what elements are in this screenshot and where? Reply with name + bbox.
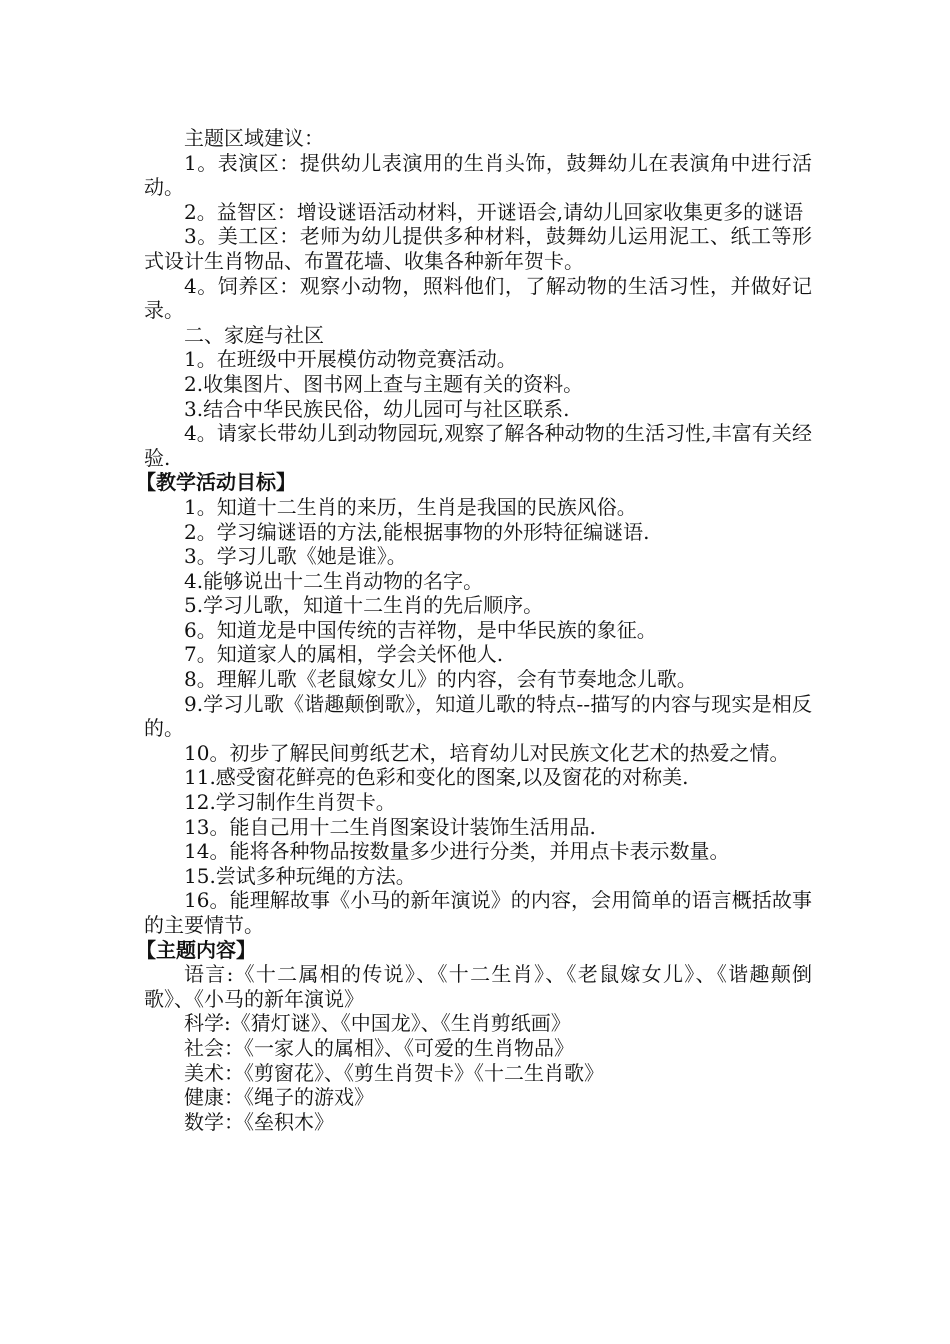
area-suggestion-item: 1。表演区：提供幼儿表演用的生肖头饰，鼓舞幼儿在表演角中进行活动。	[144, 150, 812, 200]
family-community-item: 3.结合中华民族民俗，幼儿园可与社区联系.	[184, 396, 570, 421]
teaching-goal-item: 14。能将各种物品按数量多少进行分类，并用点卡表示数量。	[184, 839, 730, 864]
theme-contents-section	[136, 937, 812, 1135]
theme-content-item: 健康：《绳子的游戏》	[184, 1085, 374, 1110]
family-community-item: 2.收集图片、图书网上查与主题有关的资料。	[184, 371, 584, 396]
theme-content-item: 科学:《猜灯谜》、《中国龙》、《生肖剪纸画》	[184, 1011, 571, 1036]
document-body	[136, 126, 812, 1134]
area-suggestions-title: 主题区域建议：	[184, 126, 324, 150]
area-suggestion-item: 3。美工区：老师为幼儿提供多种材料，鼓舞幼儿运用泥工、纸工等形式设计生肖物品、布置花墙、收集各种新年贺卡。	[144, 224, 812, 273]
teaching-goals-section	[136, 470, 812, 937]
teaching-goal-item: 9.学习儿歌《谐趣颠倒歌》，知道儿歌的特点--描写的内容与现实是相反的。	[144, 691, 812, 741]
area-suggestion-item: 2。益智区：增设谜语活动材料，开谜语会,请幼儿回家收集更多的谜语	[184, 199, 804, 224]
theme-content-item: 社会：《一家人的属相》、《可爱的生肖物品》	[184, 1035, 574, 1060]
teaching-goal-item: 13。能自己用十二生肖图案设计装饰生活用品.	[184, 814, 596, 839]
teaching-goal-item: 5.学习儿歌，知道十二生肖的先后顺序。	[184, 593, 544, 618]
teaching-goal-item: 16。能理解故事《小马的新年演说》的内容，会用简单的语言概括故事的主要情节。	[144, 888, 812, 937]
family-community-item: 1。在班级中开展模仿动物竞赛活动。	[184, 347, 517, 372]
area-suggestions-section	[144, 126, 812, 323]
teaching-goal-item: 12.学习制作生肖贺卡。	[184, 790, 396, 815]
teaching-goals-heading: 【教学活动目标】	[136, 470, 296, 495]
theme-content-item: 数学：《垒积木》	[184, 1109, 334, 1134]
teaching-goal-item: 7。知道家人的属相，学会关怀他人.	[184, 642, 504, 667]
teaching-goal-item: 10。初步了解民间剪纸艺术，培育幼儿对民族文化艺术的热爱之情。	[184, 740, 790, 765]
family-community-section	[144, 323, 812, 471]
teaching-goal-item: 4.能够说出十二生肖动物的名字。	[184, 568, 484, 593]
family-community-item: 4。请家长带幼儿到动物园玩,观察了解各种动物的生活习性,丰富有关经验.	[144, 421, 812, 470]
family-community-title: 二、家庭与社区	[184, 322, 324, 347]
teaching-goal-item: 3。学习儿歌《她是谁》。	[184, 544, 407, 569]
teaching-goal-item: 6。知道龙是中国传统的吉祥物，是中华民族的象征。	[184, 617, 657, 642]
theme-content-item: 语言:《十二属相的传说》、《十二生肖》、《老鼠嫁女儿》、《谐趣颠倒歌》、《小马的新年演说》	[144, 962, 812, 1011]
teaching-goal-item: 15.尝试多种玩绳的方法。	[184, 863, 416, 888]
teaching-goal-item: 1。知道十二生肖的来历，生肖是我国的民族风俗。	[184, 494, 637, 519]
teaching-goal-item: 2。学习编谜语的方法,能根据事物的外形特征编谜语.	[184, 519, 650, 544]
theme-content-item: 美术：《剪窗花》、《剪生肖贺卡》《十二生肖歌》	[184, 1060, 604, 1085]
area-suggestion-item: 4。饲养区：观察小动物，照料他们，了解动物的生活习性，并做好记录。	[144, 273, 812, 323]
teaching-goal-item: 8。理解儿歌《老鼠嫁女儿》的内容，会有节奏地念儿歌。	[184, 667, 697, 692]
teaching-goal-item: 11.感受窗花鲜亮的色彩和变化的图案,以及窗花的对称美.	[184, 765, 689, 790]
theme-contents-heading: 【主题内容】	[136, 937, 256, 962]
